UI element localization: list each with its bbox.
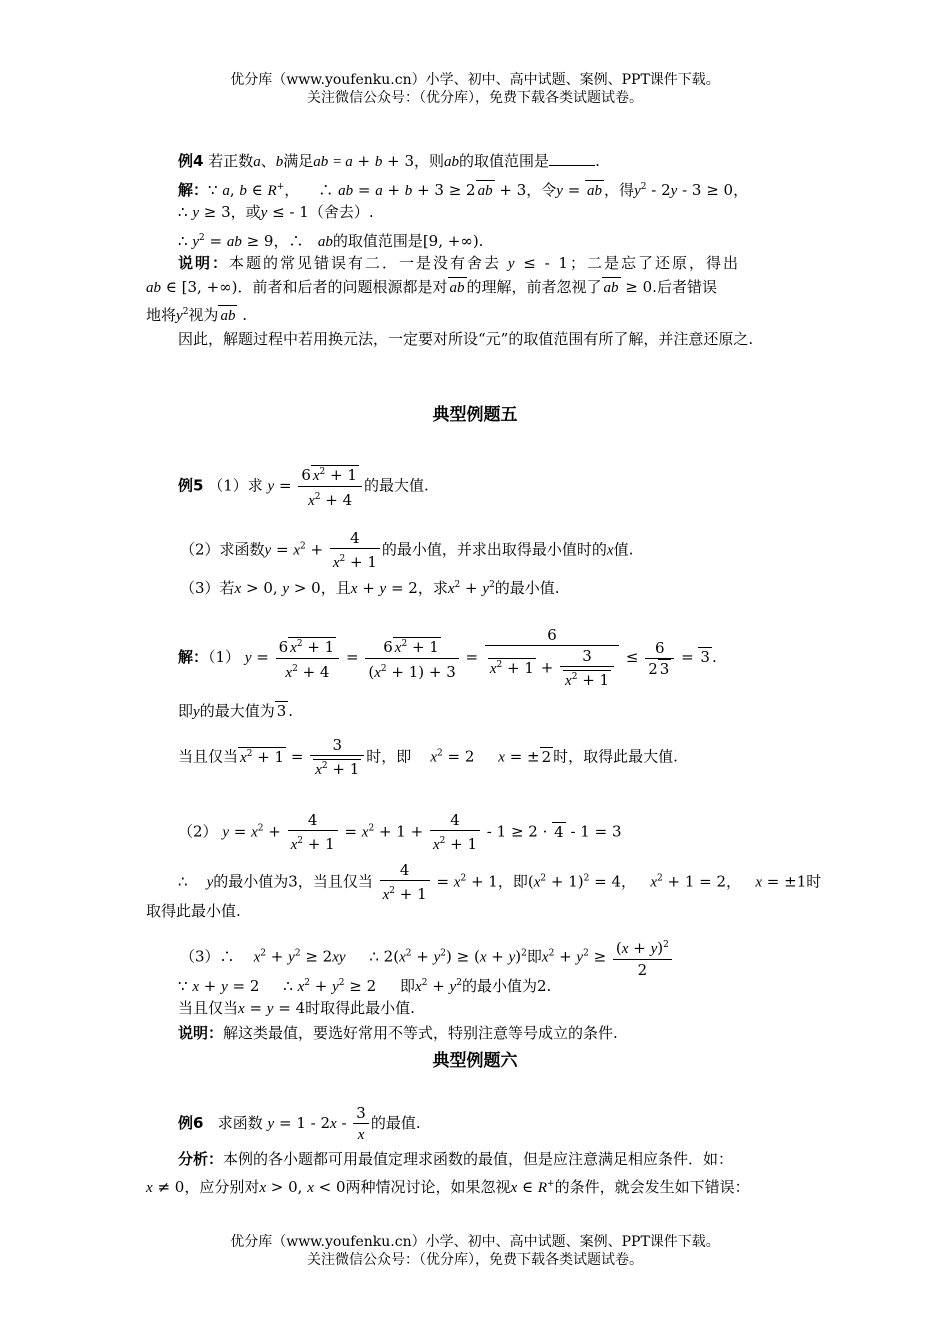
footer-line-1: 优分库（www.youfenku.cn）小学、初中、高中试题、案例、PPT课件下载。 (230, 1234, 720, 1250)
ex4-note-line-2: ab ∈ [3, +∞)．前者和后者的问题根源都是对 ab 的理解，前者忽视了 ab ≥ 0.后者错误 (146, 278, 717, 296)
ex6-question: 例6 求函数 y = 1 - 2x - $\frac{3}{x}$ 的最值. (178, 1104, 421, 1143)
ex4-solution-line-2: ∴ y ≥ 3，或y ≤ - 1（舍去）. (178, 203, 374, 221)
ex4-note-line-3: 地将$y^2$视为 ab . (146, 306, 247, 324)
ex5-solution-3-line-3: 当且仅当x = y = 4时取得此最小值. (178, 999, 415, 1017)
ex4-conclusion: 因此，解题过程中若用换元法，一定要对所设“元”的取值范围有所了解，并注意还原之. (178, 330, 754, 348)
ex4-question: 例4 若正数a、b满足ab = a + b + 3，则ab的取值范围是 . (178, 152, 600, 170)
ex5-part-2: （2）求函数$y = x^2$ + $\frac{4}{x^2 + 1}$ 的最小值，并求出取得最小值时的x值. (180, 529, 634, 571)
ex5-solution-3: （3）∴ $x^2 + y^2 \ge 2xy$ ∴ $2(x^2 + y^2) \ge (x + y)^2$即$x^2 + y^2$ ≥ $\frac{(x + y)^2}{2}$ (180, 935, 674, 980)
ex5-part-1: 例5 （1）求 y = $\frac{6 x^2 + 1}{x^2 + 4}$ 的最大值. (178, 466, 429, 509)
ex5-solution-2: （2） $y = x^2$ + $\frac{4}{x^2 + 1}$ = $x^2 + 1$ + $\frac{4}{x^2 + 1}$ - 1 ≥ 2 · 4 - 1 = 3 (178, 811, 622, 853)
ex5-note: 说明：解这类最值，要选好常用不等式，特别注意等号成立的条件. (178, 1024, 618, 1042)
ex4-solution-line-1: 解：∵ a, b ∈ R+， ∴ ab = a + b + 3 ≥ 2 ab + 3，令y = ab ，得$y^2 - 2y - 3 \ge 0$， (178, 181, 749, 199)
header-line-1: 优分库（www.youfenku.cn）小学、初中、高中试题、案例、PPT课件下载。 (230, 72, 720, 88)
section-title-6: 典型例题六 (432, 1051, 518, 1071)
section-title-5: 典型例题五 (432, 405, 518, 425)
ex6-analysis-line-2: x ≠ 0，应分别对x > 0, x < 0两种情况讨论，如果忽视x ∈ R+的条件，就会发生如下错误： (146, 1178, 750, 1196)
ex5-solution-2-tail: 取得此最小值. (146, 902, 241, 920)
ex6-analysis-line-1: 分析：本例的各小题都可用最值定理求函数的最值，但是应注意满足相应条件．如： (178, 1150, 734, 1168)
ex5-max-value: 即y的最大值为 3 . (178, 702, 294, 720)
ex5-solution-3-line-2: ∵ x + y = 2 ∴ $x^2 + y^2 \ge 2$ 即$x^2 + y^2$的最小值为2. (178, 977, 552, 995)
ex5-equality-1: 当且仅当 $x^2 + 1$ = $\frac{3}{x^2 + 1}$ 时，即 $x^2 = 2$ x = ± 2 时，取得此最大值. (178, 736, 678, 778)
ex5-solution-1: 解：（1） y = $\frac{6 x^2 + 1}{x^2 + 4}$ = $\frac{6 x^2 + 1}{(x^2 + 1) + 3}$ = 6 $x^2 + 1$ + $\frac{3}{x^2 + 1}$ ≤ $\frac{6}{2 3}$ = 3 . (178, 626, 717, 689)
ex4-solution-line-3: ∴ $y^2$ = ab ≥ 9，∴ ab的取值范围是[9, +∞). (178, 232, 484, 250)
ex5-part-3: （3）若x > 0, y > 0，且x + y = 2，求$x^2 + y^2$的最小值. (180, 579, 560, 597)
footer-line-2: 关注微信公众号：（优分库），免费下载各类试题试卷。 (307, 1252, 643, 1268)
header-line-2: 关注微信公众号：（优分库），免费下载各类试题试卷。 (307, 90, 643, 106)
ex4-note-line-1: 说明：本题的常见错误有二．一是没有舍去 y ≤ - 1；二是忘了还原，得出 (178, 254, 740, 272)
ex5-solution-2-min: ∴ y的最小值为3，当且仅当 $\frac{4}{x^2 + 1}$ = $x^2 + 1$，即$(x^2 + 1)^2 = 4$， $x^2 + 1 = 2$， x = ±1时 (178, 861, 822, 903)
